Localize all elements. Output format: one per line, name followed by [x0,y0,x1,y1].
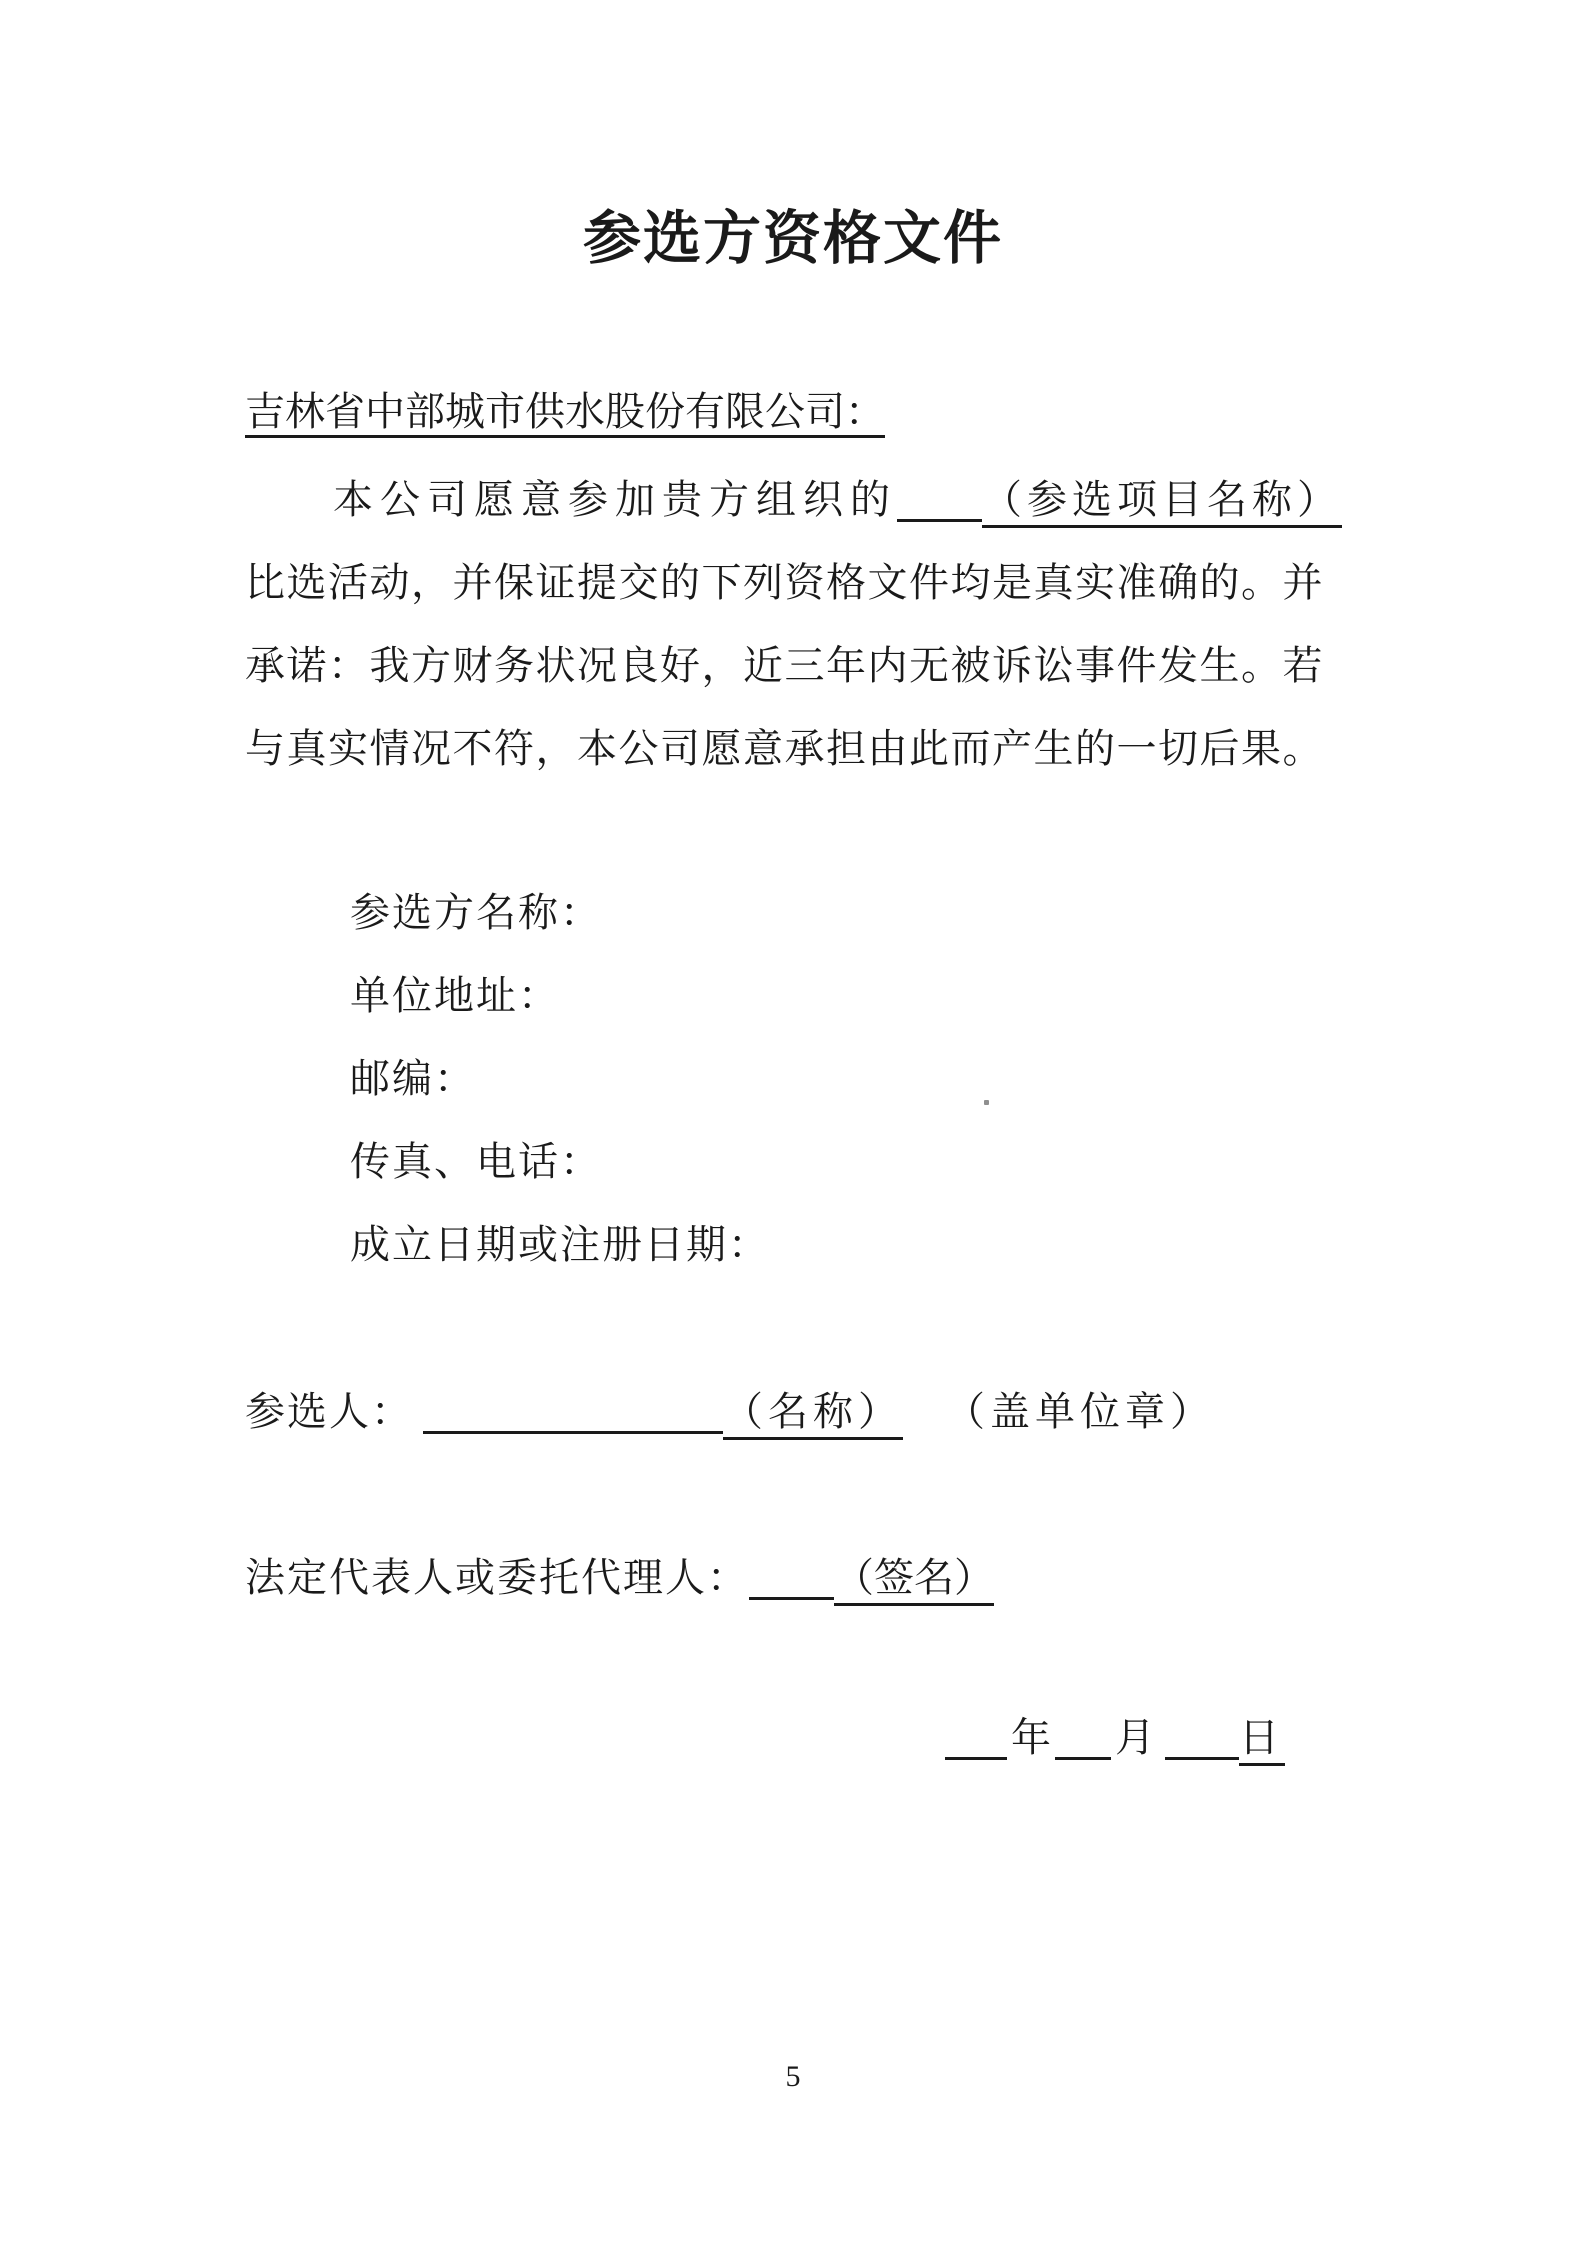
field-label-postal-code: 邮编： [350,1056,476,1101]
signature-note: （签名） [834,1555,994,1606]
page-number: 5 [785,2060,801,2093]
declaration-line-1 [333,477,1342,522]
document-title: 参选方资格文件 [582,206,1003,271]
field-label-establishment-date: 成立日期或注册日期： [350,1222,770,1267]
year-label: 年 [1011,1715,1051,1760]
date-year-blank-line [945,1747,1007,1760]
date-day-blank-line [1165,1747,1239,1760]
legal-rep-blank-line [749,1587,834,1600]
declaration-line-1-text: 本公司愿意参加贵方组织的 [333,477,897,522]
participant-name-note: （名称） [723,1389,903,1440]
date-line [945,1715,1285,1760]
declaration-line-3: 承诺：我方财务状况良好，近三年内无被诉讼事件发生。若 [245,643,1324,688]
project-name-blank-line [897,509,982,522]
participant-label: 参选人： [245,1389,413,1434]
field-label-company-address: 单位地址： [350,973,560,1018]
company-seal-note: （盖单位章） [945,1389,1215,1434]
project-name-note: （参选项目名称） [982,477,1342,528]
declaration-line-4: 与真实情况不符，本公司愿意承担由此而产生的一切后果。 [245,726,1324,771]
participant-name-blank-line [423,1421,723,1434]
participant-signature-line [245,1389,1215,1434]
date-month-blank-line [1055,1747,1111,1760]
legal-rep-label: 法定代表人或委托代理人： [245,1555,749,1600]
scan-artifact-dot [984,1100,989,1105]
day-label: 日 [1239,1715,1285,1766]
declaration-line-2: 比选活动，并保证提交的下列资格文件均是真实准确的。并 [245,560,1324,605]
field-label-participant-name: 参选方名称： [350,890,602,935]
salutation-line: 吉林省中部城市供水股份有限公司： [245,392,885,438]
field-label-fax-phone: 传真、电话： [350,1139,602,1184]
month-label: 月 [1115,1715,1155,1760]
legal-rep-signature-line [245,1555,994,1600]
